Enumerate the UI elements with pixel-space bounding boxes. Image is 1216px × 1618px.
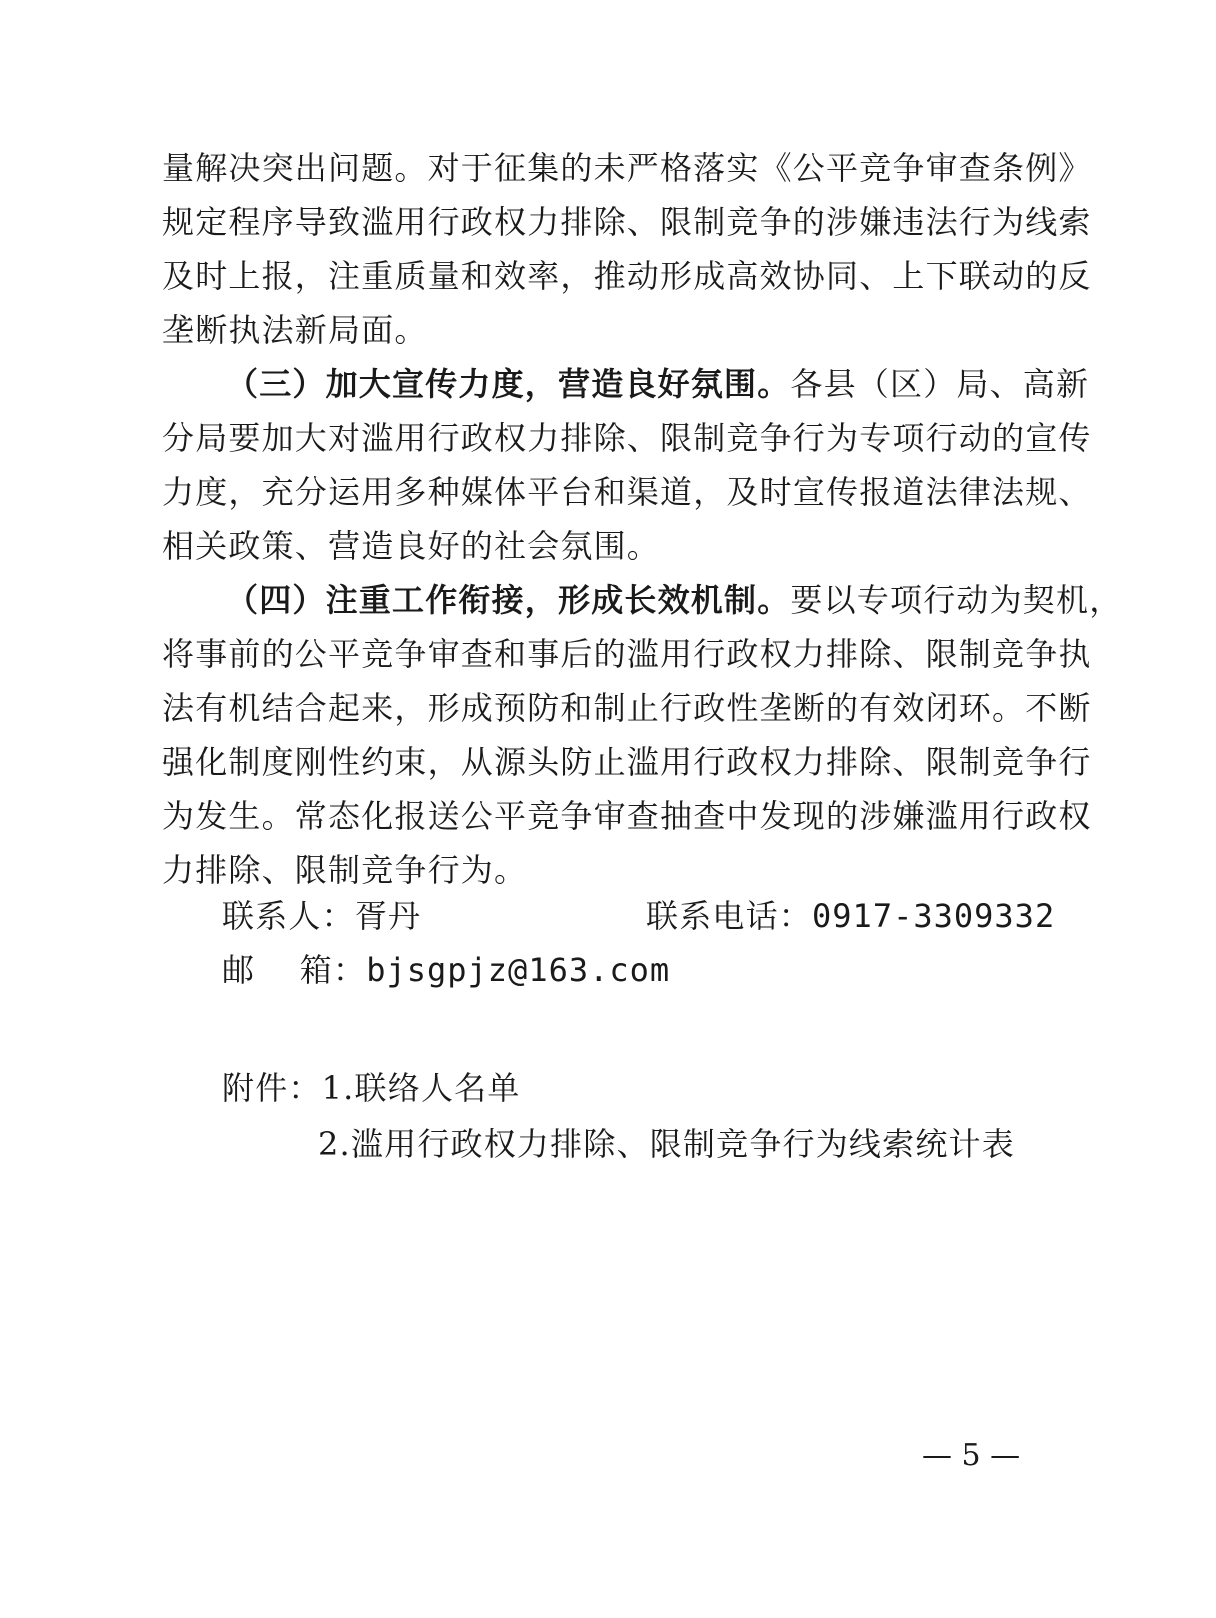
- paragraph-line: 力排除、限制竞争行为。: [162, 851, 528, 889]
- paragraph-line: 量解决突出问题。对于征集的未严格落实《公平竞争审查条例》: [162, 149, 1092, 187]
- attachments: [222, 1068, 521, 1108]
- paragraph-line: 规定程序导致滥用行政权力排除、限制竞争的涉嫌违法行为线索: [162, 203, 1092, 241]
- paragraph-line: 为发生。常态化报送公平竞争审查抽查中发现的涉嫌滥用行政权: [162, 797, 1092, 835]
- contact-phone: [646, 896, 1055, 936]
- paragraph-line: 力度，充分运用多种媒体平台和渠道，及时宣传报道法律法规、: [162, 473, 1092, 511]
- paragraph-line: 强化制度刚性约束，从源头防止滥用行政权力排除、限制竞争行: [162, 743, 1092, 781]
- section-3-text: 各县（区）局、高新: [790, 365, 1090, 403]
- contact-person: [222, 896, 421, 936]
- paragraph-line: 垄断执法新局面。: [162, 311, 428, 349]
- section-3-first-line: [226, 364, 1089, 404]
- section-4-first-line: [226, 580, 1122, 620]
- attachment-item: 1.联络人名单: [321, 1069, 521, 1107]
- paragraph-line: 及时上报，注重质量和效率，推动形成高效协同、上下联动的反: [162, 257, 1092, 295]
- contact-phone-value: 0917-3309332: [812, 897, 1056, 935]
- section-4-text: 要以专项行动为契机，: [790, 581, 1123, 619]
- contact-email-value: bjsgpjz@163.com: [366, 951, 671, 989]
- paragraph-line: 相关政策、营造良好的社会氛围。: [162, 527, 661, 565]
- attachments-label: 附件：: [222, 1069, 322, 1107]
- attachment-item: 2.滥用行政权力排除、限制竞争行为线索统计表: [318, 1125, 1015, 1163]
- contact-phone-label: 联系电话：: [646, 897, 813, 935]
- section-4-heading: （四）注重工作衔接，形成长效机制。: [226, 581, 791, 619]
- contact-email-label: 邮 箱：: [222, 951, 367, 989]
- contact-email: [222, 950, 670, 990]
- section-3-heading: （三）加大宣传力度，营造良好氛围。: [226, 365, 791, 403]
- contact-person-label: 联系人：: [222, 897, 355, 935]
- paragraph-line: 法有机结合起来，形成预防和制止行政性垄断的有效闭环。不断: [162, 689, 1092, 727]
- contact-person-value: 胥丹: [354, 897, 422, 935]
- page-number: — 5 —: [922, 1438, 1021, 1473]
- paragraph-line: 分局要加大对滥用行政权力排除、限制竞争行为专项行动的宣传: [162, 419, 1092, 457]
- paragraph-line: 将事前的公平竞争审查和事后的滥用行政权力排除、限制竞争执: [162, 635, 1092, 673]
